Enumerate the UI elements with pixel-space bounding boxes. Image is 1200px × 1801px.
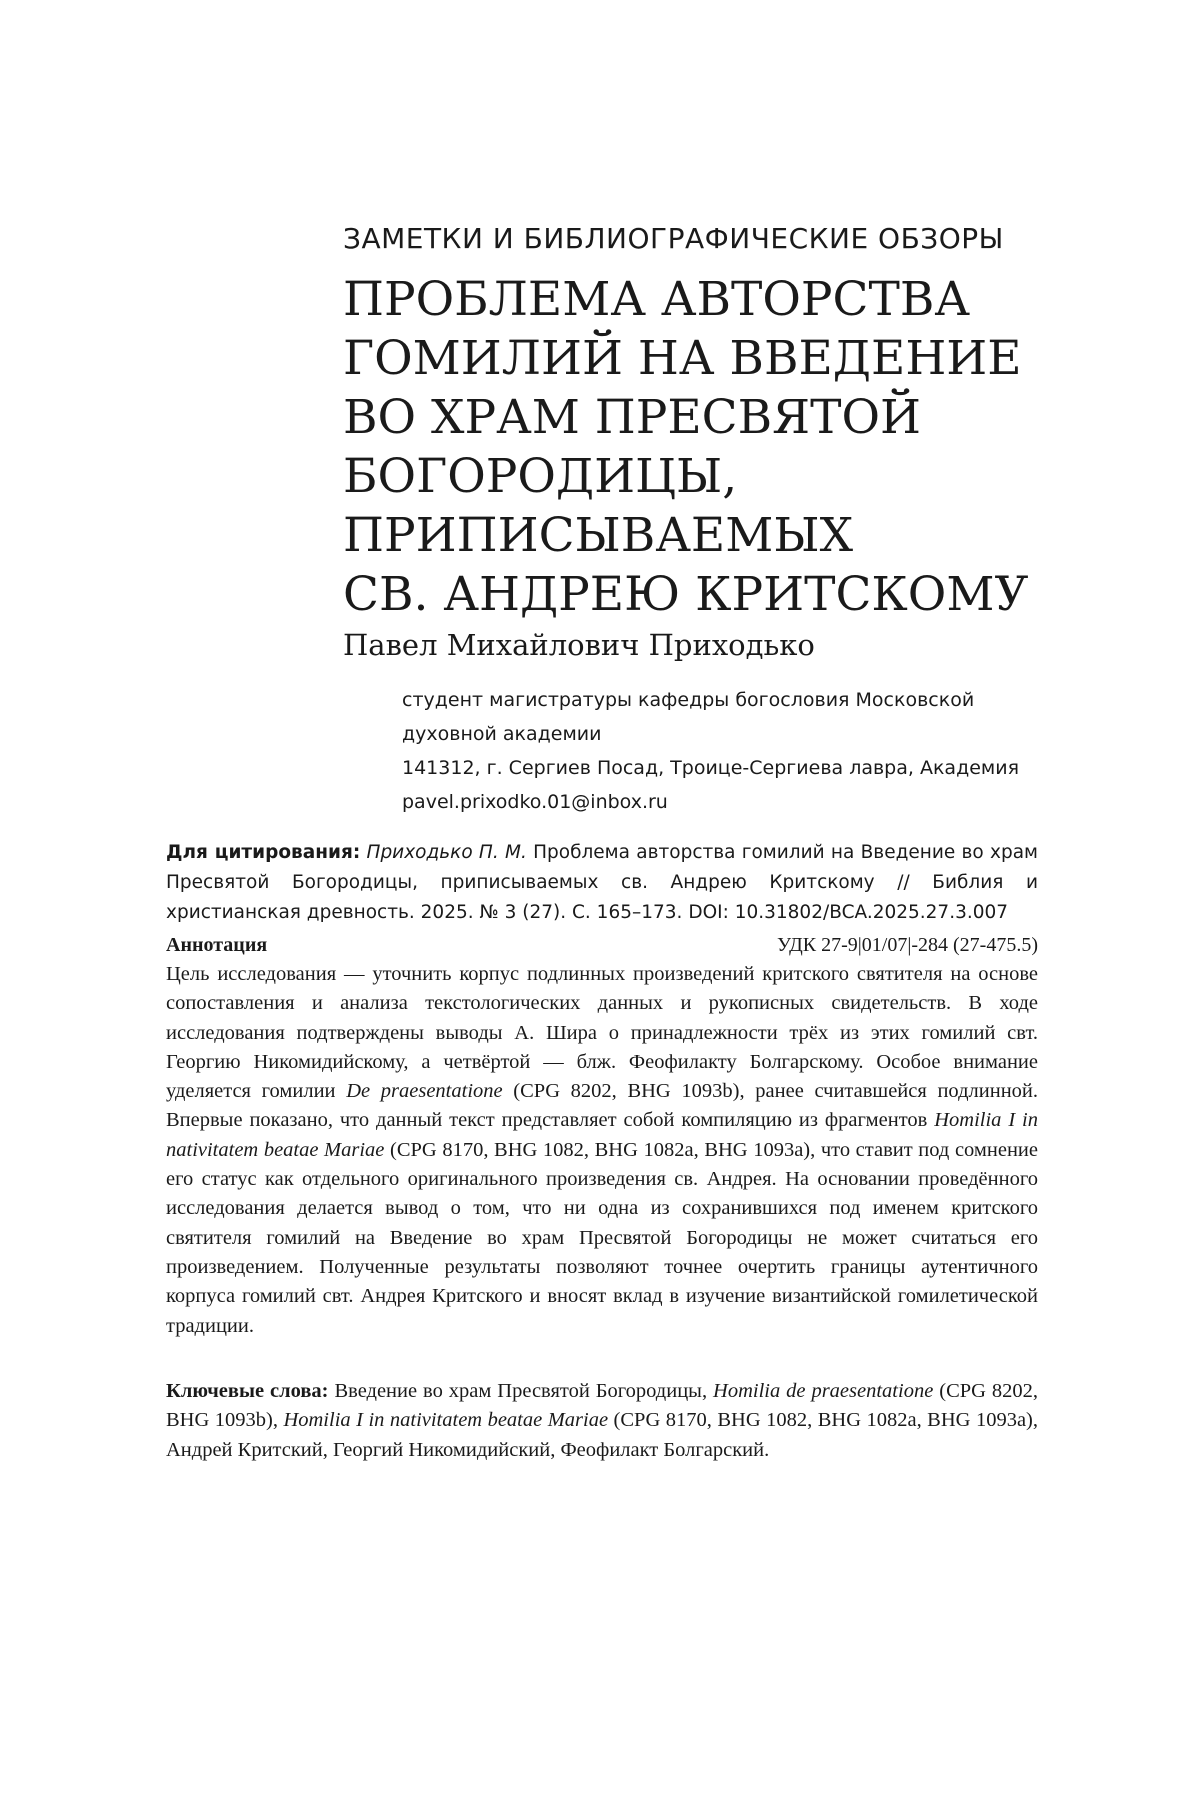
abstract-italic: Homilia I in nativitatem beatae Mariae: [166, 1109, 1039, 1161]
abstract-label: Аннотация: [166, 934, 268, 956]
affiliation-line: студент магистратуры кафедры богословия Московской: [402, 689, 975, 711]
title-line: СВ. АНДРЕЮ КРИТСКОМУ: [343, 567, 1029, 622]
citation-author: Приходько П. М.: [366, 842, 527, 863]
abstract-text: [166, 960, 1038, 1341]
citation-label: Для цитирования:: [166, 842, 361, 863]
article-title: [343, 270, 1063, 624]
title-line: БОГОРОДИЦЫ,: [343, 449, 738, 504]
citation-text: Проблема авторства гомилий на Введение во храм Пресвятой Богородицы, приписываемых св. Андрею Критскому // Библия и христианская древность. 2025. № 3 (27). С. 165–173. DOI: 10.31802/BCA.2025.27.3.007: [166, 842, 1038, 923]
abstract-italic: De praesentatione: [346, 1080, 503, 1103]
keywords-italic: Homilia de praesentatione: [713, 1380, 934, 1402]
affiliation-line: духовной академии: [402, 723, 602, 745]
author-name: Павел Михайлович Приходько: [343, 628, 815, 662]
abstract-part: (CPG 8170, BHG 1082, BHG 1082a, BHG 1093a), что ставит под сомнение его статус как отдельного оригинального произведения св. Андрея. На основании проведённого исследования делается вывод о том, что ни одна из сохранившихся под именем критского святителя гомилий на Введение во храм Пресвятой Богородицы не может считаться его произведением. Полученные результаты позволяют точнее очертить границы аутентичного корпуса гомилий свт. Андрея Критского и вносят вклад в изучение византийской гомилетической традиции.: [166, 1138, 1038, 1337]
author-email[interactable]: pavel.prixodko.01@inbox.ru: [402, 791, 668, 813]
keywords-part: (CPG 8202, BHG 1093b),: [166, 1380, 1039, 1432]
keywords-part: (CPG 8170, BHG 1082, BHG 1082a, BHG 1093a), Андрей Критский, Георгий Никомидийский, Феофилакт Болгарский.: [166, 1409, 1038, 1461]
affiliation-address: 141312, г. Сергиев Посад, Троице-Сергиева лавра, Академия: [402, 757, 1020, 779]
author-affiliation: [402, 683, 1020, 819]
abstract-part: (CPG 8202, BHG 1093b), ранее считавшейся подлинной. Впервые показано, что данный текст представляет собой компиляцию из фрагментов: [166, 1080, 1039, 1132]
section-heading: ЗАМЕТКИ И БИБЛИОГРАФИЧЕСКИЕ ОБЗОРЫ: [343, 222, 1004, 255]
title-line: ПРОБЛЕМА АВТОРСТВА: [343, 272, 970, 327]
title-line: ПРИПИСЫВАЕМЫХ: [343, 508, 854, 563]
abstract-part: Цель исследования — уточнить корпус подлинных произведений критского святителя на основе сопоставления и анализа текстологических данных и рукописных свидетельств. В ходе исследования подтверждены выводы А. Шира о принадлежности трёх из этих гомилий свт. Георгию Никомидийскому, а четвёртой — блж. Феофилакту Болгарскому. Особое внимание уделяется гомилии: [166, 963, 1038, 1103]
title-line: ГОМИЛИЙ НА ВВЕДЕНИЕ: [343, 331, 1022, 386]
citation-block: [166, 838, 1038, 928]
keywords-block: [166, 1377, 1038, 1465]
udk-code: УДК 27-9|01/07|-284 (27-475.5): [777, 934, 1038, 956]
keywords-label: Ключевые слова:: [166, 1380, 329, 1402]
title-line: ВО ХРАМ ПРЕСВЯТОЙ: [343, 390, 921, 445]
keywords-italic: Homilia I in nativitatem beatae Mariae: [283, 1409, 609, 1432]
keywords-part: Введение во храм Пресвятой Богородицы,: [334, 1380, 708, 1402]
abstract-header: [166, 934, 1038, 957]
